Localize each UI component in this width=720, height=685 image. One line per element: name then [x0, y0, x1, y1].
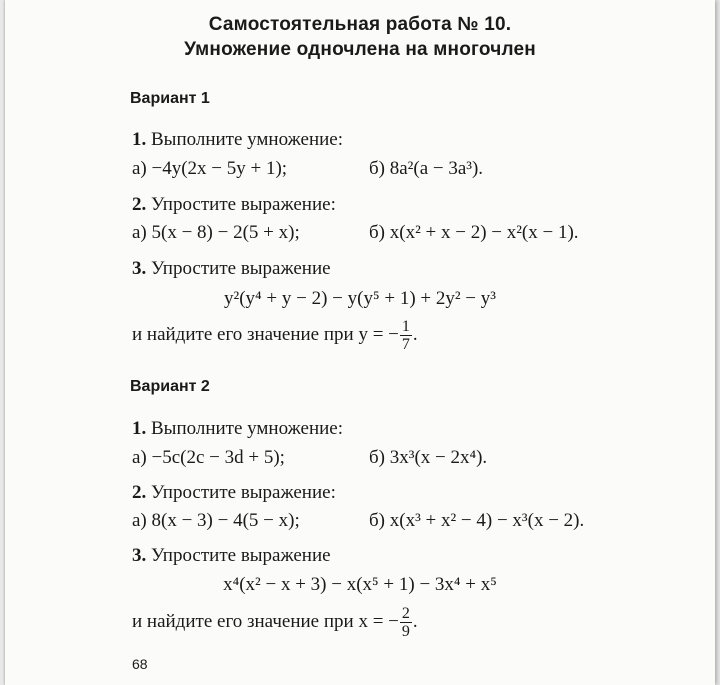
worksheet-page — [5, 0, 715, 685]
v1-fraction-numerator: 1 — [401, 318, 410, 335]
v1-fraction — [400, 318, 412, 353]
v2-fraction — [400, 605, 412, 640]
v2-task1-b: б) 3x³(x − 2x⁴). — [369, 447, 488, 468]
v1-task2 — [132, 194, 336, 216]
v1-task3-expression: y²(y⁴ + y − 2) − y(y⁵ + 1) + 2y² − y³ — [224, 288, 496, 309]
v1-task1-text: Выполните умножение: — [151, 129, 343, 150]
v1-task1 — [132, 129, 343, 151]
v1-task2-text: Упростите выражение: — [151, 194, 336, 215]
v1-task2-b: б) x(x² + x − 2) − x²(x − 1). — [369, 222, 579, 243]
variant-2-heading: Вариант 2 — [130, 378, 210, 395]
v2-task1-a: а) −5c(2c − 3d + 5); — [132, 447, 285, 468]
v1-task3 — [132, 258, 331, 280]
v2-task2-text: Упростите выражение: — [151, 482, 336, 503]
v1-task3-find: и найдите его значение при y = − $\frac{1}{7}$ . — [132, 318, 418, 353]
v1-task3-find-text: и найдите его значение при y = − — [132, 323, 399, 345]
v2-task2-number: 2. — [132, 482, 147, 503]
v2-task3-text: Упростите выражение — [151, 545, 331, 566]
v2-task3-find: и найдите его значение при x = − $\frac{2}{9}$ . — [132, 605, 418, 640]
v1-task2-a: а) 5(x − 8) − 2(5 + x); — [132, 222, 300, 243]
v1-task1-b: б) 8a²(a − 3a³). — [369, 158, 484, 179]
v2-task1 — [132, 418, 343, 440]
v1-task3-number: 3. — [132, 258, 147, 279]
v2-task2-b: б) x(x³ + x² − 4) − x³(x − 2). — [369, 510, 585, 531]
page-title: Самостоятельная работа № 10. — [208, 14, 512, 35]
v2-task3 — [132, 545, 331, 567]
v2-task1-text: Выполните умножение: — [151, 418, 343, 439]
v1-task1-number: 1. — [132, 129, 147, 150]
v1-task2-number: 2. — [132, 194, 147, 215]
v2-task2 — [132, 482, 336, 504]
v2-task2-a: а) 8(x − 3) − 4(5 − x); — [132, 510, 300, 531]
v2-task3-expression: x⁴(x² − x + 3) − x(x⁵ + 1) − 3x⁴ + x⁵ — [223, 574, 497, 595]
v2-task3-find-text: и найдите его значение при x = − — [132, 610, 399, 632]
v2-task1-number: 1. — [132, 418, 147, 439]
page-subtitle: Умножение одночлена на многочлен — [184, 39, 536, 60]
v2-fraction-numerator: 2 — [401, 605, 410, 622]
variant-1-heading: Вариант 1 — [130, 90, 210, 107]
v2-task3-number: 3. — [132, 545, 147, 566]
v1-task3-text: Упростите выражение — [151, 258, 331, 279]
v1-fraction-denominator: 7 — [401, 336, 410, 353]
v1-task1-a: а) −4y(2x − 5y + 1); — [132, 158, 288, 179]
v2-fraction-denominator: 9 — [401, 623, 410, 640]
page-number: 68 — [132, 656, 148, 672]
